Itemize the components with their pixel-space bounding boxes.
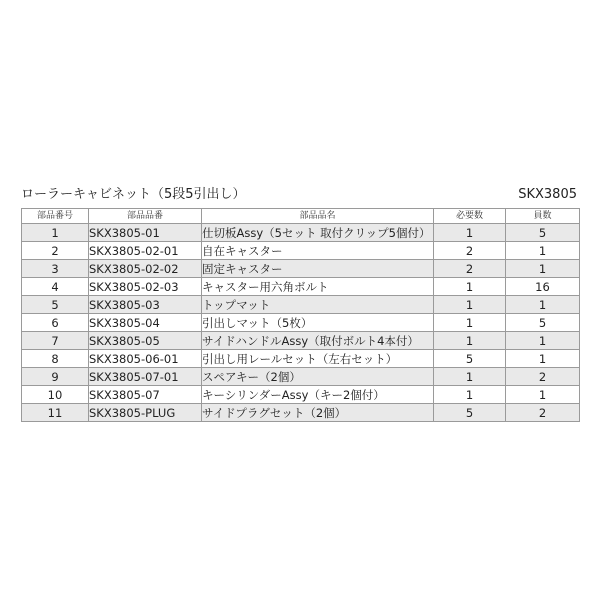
document-title: ローラーキャビネット（5段5引出し）: [21, 187, 246, 202]
part-name: サイドプラグセット（2個）: [202, 404, 434, 422]
unit-count: 1: [506, 260, 580, 278]
part-name: トップマット: [202, 296, 434, 314]
table-row: [22, 296, 580, 314]
required-quantity: 1: [434, 224, 506, 242]
required-quantity: 1: [434, 386, 506, 404]
part-code: SKX3805-PLUG: [89, 404, 202, 422]
part-code: SKX3805-02-03: [89, 278, 202, 296]
part-number: 5: [22, 296, 89, 314]
column-header: 部品番号: [22, 209, 89, 224]
part-number: 11: [22, 404, 89, 422]
unit-count: 2: [506, 404, 580, 422]
unit-count: 5: [506, 224, 580, 242]
column-header: 部品品番: [89, 209, 202, 224]
unit-count: 1: [506, 242, 580, 260]
required-quantity: 5: [434, 404, 506, 422]
part-number: 2: [22, 242, 89, 260]
part-name: キーシリンダーAssy（キー2個付）: [202, 386, 434, 404]
unit-count: 1: [506, 386, 580, 404]
part-code: SKX3805-07-01: [89, 368, 202, 386]
part-name: キャスター用六角ボルト: [202, 278, 434, 296]
part-code: SKX3805-06-01: [89, 350, 202, 368]
column-header: 員数: [506, 209, 580, 224]
parts-sheet: [21, 186, 579, 422]
part-name: 固定キャスター: [202, 260, 434, 278]
part-number: 1: [22, 224, 89, 242]
table-row: [22, 368, 580, 386]
part-code: SKX3805-01: [89, 224, 202, 242]
table-row: [22, 350, 580, 368]
part-number: 3: [22, 260, 89, 278]
required-quantity: 1: [434, 332, 506, 350]
table-row: [22, 242, 580, 260]
table-row: [22, 314, 580, 332]
sheet-header: [21, 186, 579, 204]
required-quantity: 2: [434, 260, 506, 278]
part-name: 引出しマット（5枚）: [202, 314, 434, 332]
part-number: 4: [22, 278, 89, 296]
part-number: 10: [22, 386, 89, 404]
part-code: SKX3805-03: [89, 296, 202, 314]
part-number: 9: [22, 368, 89, 386]
table-row: [22, 278, 580, 296]
part-name: サイドハンドルAssy（取付ボルト4本付）: [202, 332, 434, 350]
unit-count: 16: [506, 278, 580, 296]
part-name: スペアキー（2個）: [202, 368, 434, 386]
part-name: 自在キャスター: [202, 242, 434, 260]
unit-count: 1: [506, 332, 580, 350]
required-quantity: 1: [434, 278, 506, 296]
parts-table: [21, 208, 580, 422]
part-code: SKX3805-02-02: [89, 260, 202, 278]
part-number: 7: [22, 332, 89, 350]
unit-count: 2: [506, 368, 580, 386]
table-row: [22, 332, 580, 350]
part-number: 6: [22, 314, 89, 332]
unit-count: 1: [506, 296, 580, 314]
table-header-row: [22, 209, 580, 224]
part-code: SKX3805-04: [89, 314, 202, 332]
required-quantity: 1: [434, 296, 506, 314]
required-quantity: 1: [434, 368, 506, 386]
unit-count: 5: [506, 314, 580, 332]
table-row: [22, 386, 580, 404]
part-number: 8: [22, 350, 89, 368]
table-row: [22, 224, 580, 242]
model-number: SKX3805: [518, 187, 577, 202]
table-row: [22, 260, 580, 278]
required-quantity: 5: [434, 350, 506, 368]
table-row: [22, 404, 580, 422]
part-code: SKX3805-05: [89, 332, 202, 350]
required-quantity: 1: [434, 314, 506, 332]
column-header: 必要数: [434, 209, 506, 224]
required-quantity: 2: [434, 242, 506, 260]
part-name: 引出し用レールセット（左右セット）: [202, 350, 434, 368]
part-name: 仕切板Assy（5セット 取付クリップ5個付）: [202, 224, 434, 242]
unit-count: 1: [506, 350, 580, 368]
part-code: SKX3805-07: [89, 386, 202, 404]
column-header: 部品品名: [202, 209, 434, 224]
part-code: SKX3805-02-01: [89, 242, 202, 260]
